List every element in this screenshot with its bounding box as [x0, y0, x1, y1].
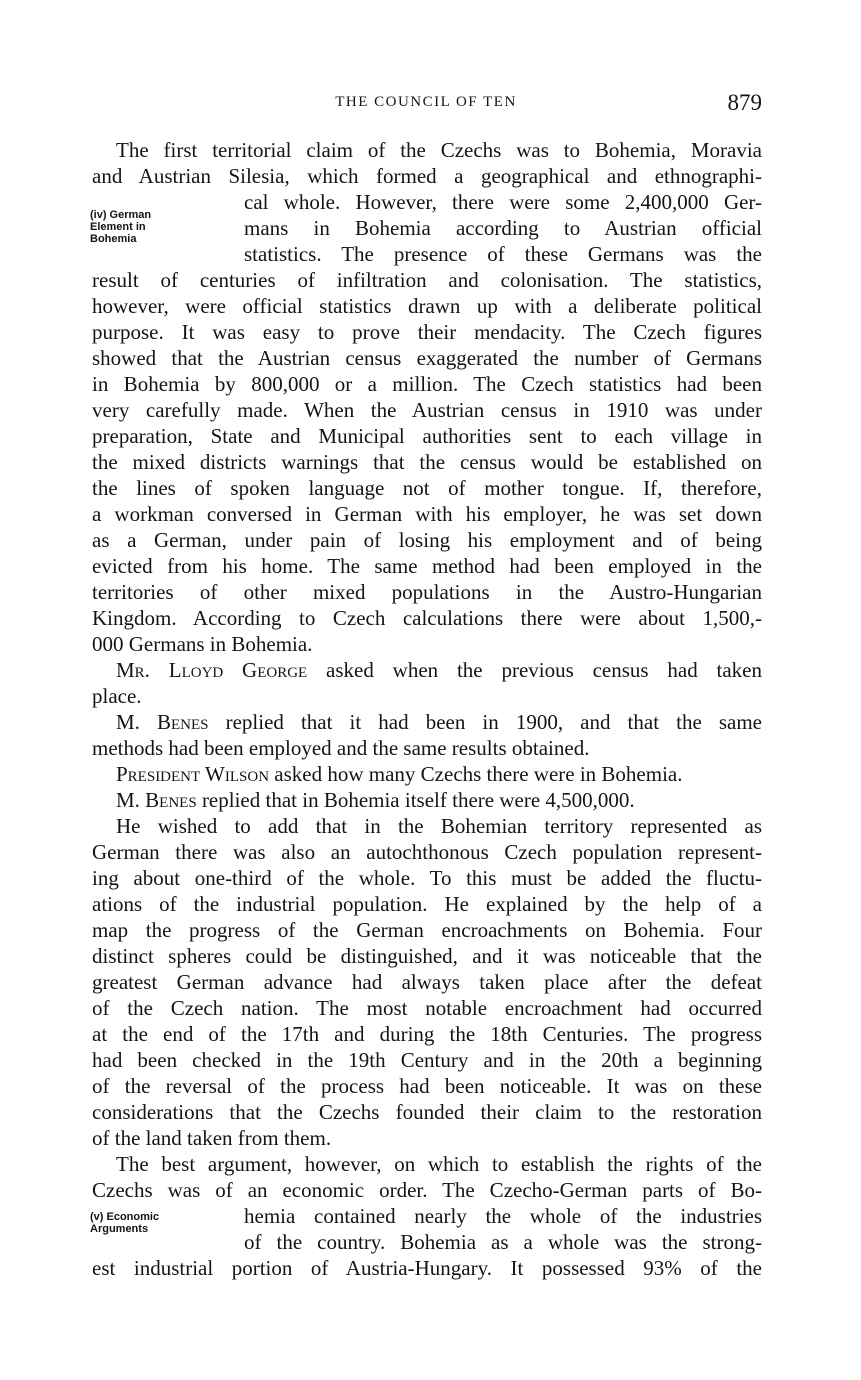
text-line: ations of the industrial population. He explained by the help of a	[92, 892, 762, 916]
text-line: evicted from his home. The same method had been employed in the	[92, 554, 762, 578]
text-line: German there was also an autochthonous Czech population represent-	[92, 840, 762, 864]
text-line: had been checked in the 19th Century and in the 20th a beginning	[92, 1048, 762, 1072]
text-line: result of centuries of infiltration and colonisation. The statistics,	[92, 268, 762, 292]
text-line: est industrial portion of Austria-Hungary. It possessed 93% of the	[92, 1256, 762, 1280]
sidenote-economic-arguments	[90, 1211, 230, 1235]
sidenote-line: Bohemia	[90, 233, 137, 245]
text-line: in Bohemia by 800,000 or a million. The Czech statistics had been	[92, 372, 762, 396]
text-line: distinct spheres could be distinguished, and it was noticeable that the	[92, 944, 762, 968]
text-line: 000 Germans in Bohemia.	[92, 632, 313, 656]
text-line: a workman conversed in German with his employer, he was set down	[92, 502, 762, 526]
running-title: THE COUNCIL OF TEN	[335, 94, 517, 110]
text-line: territories of other mixed populations in the Austro-Hungarian	[92, 580, 762, 604]
text-line: purpose. It was easy to prove their mendacity. The Czech figures	[92, 320, 762, 344]
text-line: statistics. The presence of these Germans was the	[244, 242, 762, 266]
text-run: asked when the previous census had taken	[307, 658, 763, 682]
text-line: methods had been employed and the same results obtained.	[92, 736, 590, 760]
text-line	[116, 761, 682, 787]
text-line: of the land taken from them.	[92, 1126, 332, 1150]
sidenote-german-element	[90, 209, 230, 245]
text-line	[116, 787, 635, 813]
text-line: and Austrian Silesia, which formed a geographical and ethnographi-	[92, 164, 762, 188]
text-line: the mixed districts warnings that the census would be established on	[92, 450, 762, 474]
text-line	[116, 709, 762, 735]
sidenote-line: (v) Economic	[90, 1211, 160, 1223]
text-line: The first territorial claim of the Czechs was to Bohemia, Moravia	[116, 138, 762, 162]
speaker-name: President Wilson	[116, 762, 270, 786]
text-line: showed that the Austrian census exaggerated the number of Germans	[92, 346, 762, 370]
text-line: however, were official statistics drawn up with a deliberate political	[92, 294, 762, 318]
sidenote-line: (iv) German	[90, 209, 152, 221]
text-run: replied that in Bohemia itself there were 4,500,000.	[196, 788, 635, 812]
text-line: place.	[92, 684, 142, 708]
text-line: the lines of spoken language not of mother tongue. If, therefore,	[92, 476, 762, 500]
running-head	[90, 90, 762, 120]
text-line: very carefully made. When the Austrian census in 1910 was under	[92, 398, 762, 422]
text-line: of the Czech nation. The most notable encroachment had occurred	[92, 996, 762, 1020]
speaker-name: Mr. Lloyd George	[116, 658, 308, 682]
text-line: map the progress of the German encroachments on Bohemia. Four	[92, 918, 762, 942]
text-line: considerations that the Czechs founded their claim to the restoration	[92, 1100, 762, 1124]
text-line: cal whole. However, there were some 2,400,000 Ger-	[244, 190, 762, 214]
text-run: replied that it had been in 1900, and that the same	[208, 710, 762, 734]
text-line: Kingdom. According to Czech calculations there were about 1,500,-	[92, 606, 762, 630]
text-line: He wished to add that in the Bohemian territory represented as	[116, 814, 762, 838]
sidenote-line: Element in	[90, 221, 146, 233]
text-line: Czechs was of an economic order. The Czecho-German parts of Bo-	[92, 1178, 762, 1202]
text-line: ing about one-third of the whole. To this must be added the fluctu-	[92, 866, 762, 890]
text-line: preparation, State and Municipal authorities sent to each village in	[92, 424, 762, 448]
text-line: as a German, under pain of losing his employment and of being	[92, 528, 762, 552]
text-line: mans in Bohemia according to Austrian official	[244, 216, 762, 240]
page-number: 879	[727, 90, 762, 115]
text-line: of the reversal of the process had been noticeable. It was on these	[92, 1074, 762, 1098]
speaker-name: M. Benes	[116, 710, 209, 734]
text-line: of the country. Bohemia as a whole was the strong-	[244, 1230, 762, 1254]
text-line: at the end of the 17th and during the 18th Centuries. The progress	[92, 1022, 762, 1046]
text-line: greatest German advance had always taken place after the defeat	[92, 970, 762, 994]
sidenote-line: Arguments	[90, 1223, 149, 1235]
speaker-name: M. Benes	[116, 788, 197, 812]
text-line: The best argument, however, on which to establish the rights of the	[116, 1152, 762, 1176]
text-line: hemia contained nearly the whole of the industries	[244, 1204, 762, 1228]
text-line	[116, 657, 762, 683]
text-run: asked how many Czechs there were in Bohemia.	[269, 762, 683, 786]
